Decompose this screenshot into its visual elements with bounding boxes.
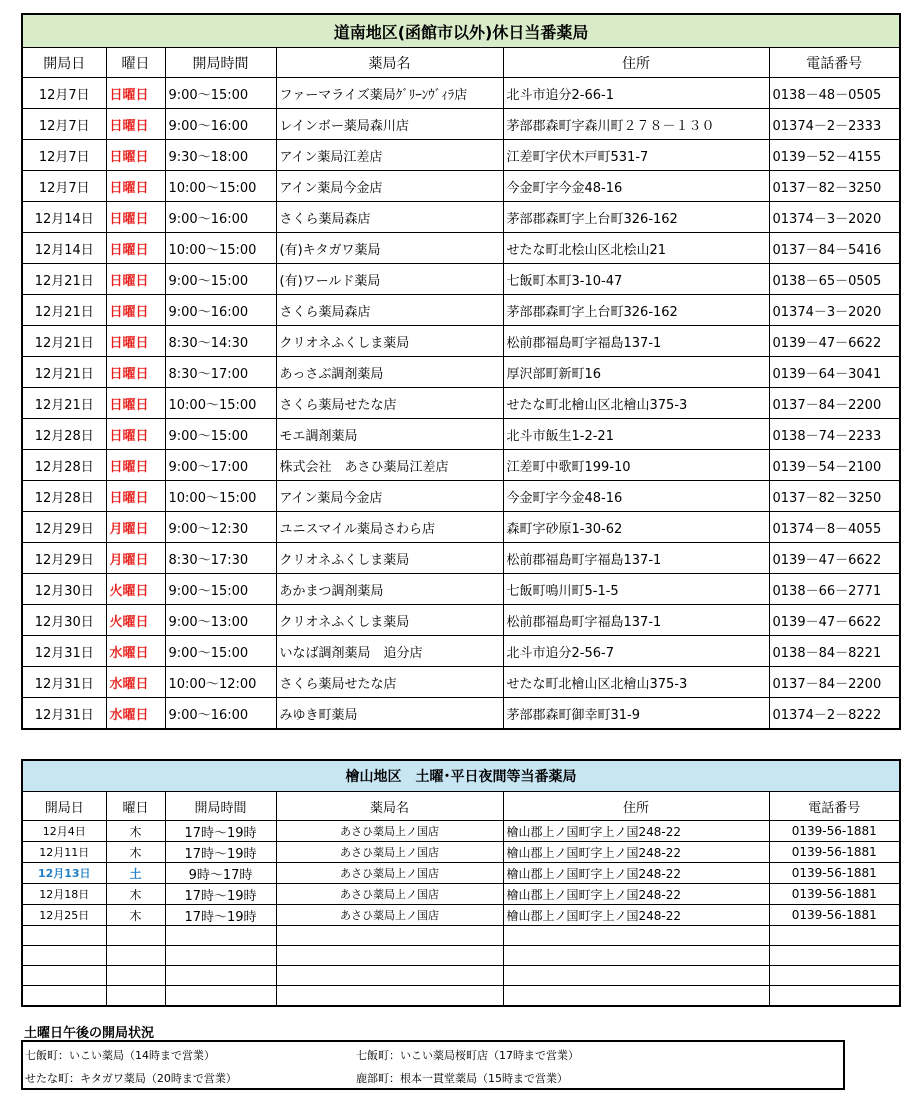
phone-cell: 0138－65－0505 <box>769 264 900 295</box>
empty-cell <box>22 966 106 986</box>
hours-cell: 9:00～15:00 <box>165 264 276 295</box>
empty-cell <box>276 986 503 1007</box>
empty-cell <box>276 946 503 966</box>
header-date: 開局日 <box>22 792 106 821</box>
weekday-cell: 土 <box>106 863 165 884</box>
weekday-cell: 日曜日 <box>106 388 165 419</box>
hours-cell: 9:00～15:00 <box>165 636 276 667</box>
empty-cell <box>106 946 165 966</box>
table-row <box>22 636 900 667</box>
weekday-cell: 日曜日 <box>106 481 165 512</box>
address-cell: せたな町北桧山区北桧山21 <box>503 233 769 264</box>
table-row <box>22 388 900 419</box>
pharmacy-name-cell: レインボー薬局森川店 <box>276 109 503 140</box>
pharmacy-name-cell: あさひ薬局上ノ国店 <box>276 884 503 905</box>
empty-cell <box>22 986 106 1007</box>
address-cell: 茅部郡森町御幸町31-9 <box>503 698 769 730</box>
weekday-cell: 日曜日 <box>106 264 165 295</box>
weekday-cell: 木 <box>106 905 165 926</box>
pharmacy-name-cell: クリオネふくしま薬局 <box>276 326 503 357</box>
hours-cell: 9時～17時 <box>165 863 276 884</box>
hours-cell: 9:00～16:00 <box>165 109 276 140</box>
pharmacy-name-cell: みゆき町薬局 <box>276 698 503 730</box>
hours-cell: 10:00～15:00 <box>165 171 276 202</box>
saturday-item: 七飯町：いこい薬局（14時まで営業） <box>25 1049 215 1062</box>
empty-cell <box>22 946 106 966</box>
phone-cell: 0137－84－5416 <box>769 233 900 264</box>
table-row <box>22 357 900 388</box>
empty-cell <box>769 966 900 986</box>
weekday-cell: 日曜日 <box>106 202 165 233</box>
address-cell: 北斗市追分2-66-1 <box>503 78 769 109</box>
table-row <box>22 667 900 698</box>
pharmacy-name-cell: いなば調剤薬局 追分店 <box>276 636 503 667</box>
date-cell: 12月30日 <box>22 574 106 605</box>
phone-cell: 01374－3－2020 <box>769 202 900 233</box>
hours-cell: 8:30～14:30 <box>165 326 276 357</box>
hours-cell: 9:00～12:30 <box>165 512 276 543</box>
address-cell: 松前郡福島町字福島137-1 <box>503 605 769 636</box>
address-cell: 厚沢部町新町16 <box>503 357 769 388</box>
empty-cell <box>276 926 503 946</box>
empty-cell <box>503 926 769 946</box>
table-row <box>22 605 900 636</box>
pharmacy-name-cell: クリオネふくしま薬局 <box>276 543 503 574</box>
empty-cell <box>165 946 276 966</box>
date-cell: 12月7日 <box>22 171 106 202</box>
date-cell: 12月21日 <box>22 264 106 295</box>
address-cell: 檜山郡上ノ国町字上ノ国248-22 <box>503 821 769 842</box>
table-row <box>22 233 900 264</box>
date-cell: 12月31日 <box>22 636 106 667</box>
weekday-cell: 火曜日 <box>106 605 165 636</box>
hours-cell: 10:00～15:00 <box>165 388 276 419</box>
phone-cell: 0137－84－2200 <box>769 388 900 419</box>
holiday-pharmacy-table <box>21 13 901 730</box>
table-row <box>22 698 900 730</box>
table-row <box>22 419 900 450</box>
table-row <box>22 842 900 863</box>
hours-cell: 17時～19時 <box>165 905 276 926</box>
date-cell: 12月14日 <box>22 233 106 264</box>
phone-cell: 0139－64－3041 <box>769 357 900 388</box>
pharmacy-name-cell: あさひ薬局上ノ国店 <box>276 821 503 842</box>
pharmacy-name-cell: ユニスマイル薬局さわら店 <box>276 512 503 543</box>
empty-cell <box>769 946 900 966</box>
weekday-cell: 日曜日 <box>106 140 165 171</box>
empty-row <box>22 986 900 1007</box>
empty-cell <box>106 966 165 986</box>
table-row <box>22 863 900 884</box>
header-phone: 電話番号 <box>769 48 900 78</box>
address-cell: せたな町北檜山区北檜山375-3 <box>503 667 769 698</box>
pharmacy-name-cell: さくら薬局森店 <box>276 202 503 233</box>
table-row <box>22 264 900 295</box>
date-cell: 12月4日 <box>22 821 106 842</box>
date-cell: 12月13日 <box>22 863 106 884</box>
address-cell: 茅部郡森町字上台町326-162 <box>503 295 769 326</box>
weekday-cell: 日曜日 <box>106 357 165 388</box>
weekday-cell: 日曜日 <box>106 326 165 357</box>
saturday-item: 鹿部町：根本一貫堂薬局（15時まで営業） <box>356 1072 568 1085</box>
weekday-cell: 水曜日 <box>106 698 165 730</box>
table-row <box>22 171 900 202</box>
weekday-cell: 木 <box>106 821 165 842</box>
hours-cell: 9:00～13:00 <box>165 605 276 636</box>
empty-row <box>22 966 900 986</box>
address-cell: 茅部郡森町字上台町326-162 <box>503 202 769 233</box>
phone-cell: 0139-56-1881 <box>769 884 900 905</box>
table-row <box>22 140 900 171</box>
weekday-cell: 木 <box>106 842 165 863</box>
phone-cell: 0139－54－2100 <box>769 450 900 481</box>
address-cell: 松前郡福島町字福島137-1 <box>503 543 769 574</box>
pharmacy-name-cell: (有)キタガワ薬局 <box>276 233 503 264</box>
header-pharmacy: 薬局名 <box>276 48 503 78</box>
phone-cell: 0139－47－6622 <box>769 326 900 357</box>
hours-cell: 9:00～15:00 <box>165 574 276 605</box>
date-cell: 12月29日 <box>22 543 106 574</box>
pharmacy-name-cell: さくら薬局せたな店 <box>276 388 503 419</box>
empty-cell <box>769 986 900 1007</box>
empty-cell <box>503 946 769 966</box>
pharmacy-name-cell: あさひ薬局上ノ国店 <box>276 905 503 926</box>
date-cell: 12月30日 <box>22 605 106 636</box>
phone-cell: 0138－66－2771 <box>769 574 900 605</box>
weekday-cell: 水曜日 <box>106 636 165 667</box>
date-cell: 12月18日 <box>22 884 106 905</box>
header-phone: 電話番号 <box>769 792 900 821</box>
table-row <box>22 326 900 357</box>
hours-cell: 9:00～16:00 <box>165 202 276 233</box>
hours-cell: 17時～19時 <box>165 821 276 842</box>
address-cell: 檜山郡上ノ国町字上ノ国248-22 <box>503 905 769 926</box>
header-pharmacy: 薬局名 <box>276 792 503 821</box>
weekday-cell: 月曜日 <box>106 543 165 574</box>
phone-cell: 01374－8－4055 <box>769 512 900 543</box>
table-row <box>22 78 900 109</box>
phone-cell: 01374－3－2020 <box>769 295 900 326</box>
date-cell: 12月25日 <box>22 905 106 926</box>
table-row <box>22 512 900 543</box>
table-row <box>22 574 900 605</box>
table-row <box>22 821 900 842</box>
weekday-cell: 月曜日 <box>106 512 165 543</box>
pharmacy-name-cell: さくら薬局森店 <box>276 295 503 326</box>
hours-cell: 9:00～16:00 <box>165 698 276 730</box>
header-address: 住所 <box>503 792 769 821</box>
table-row <box>22 450 900 481</box>
address-cell: 今金町字今金48-16 <box>503 481 769 512</box>
hours-cell: 8:30～17:30 <box>165 543 276 574</box>
empty-cell <box>503 966 769 986</box>
phone-cell: 0138－84－8221 <box>769 636 900 667</box>
saturday-item: せたな町：キタガワ薬局（20時まで営業） <box>25 1072 237 1085</box>
weekday-cell: 水曜日 <box>106 667 165 698</box>
address-cell: せたな町北檜山区北檜山375-3 <box>503 388 769 419</box>
pharmacy-name-cell: クリオネふくしま薬局 <box>276 605 503 636</box>
address-cell: 江差町中歌町199-10 <box>503 450 769 481</box>
pharmacy-name-cell: アイン薬局今金店 <box>276 171 503 202</box>
hiyama-night-pharmacy-table <box>21 759 901 1007</box>
date-cell: 12月28日 <box>22 419 106 450</box>
address-cell: 檜山郡上ノ国町字上ノ国248-22 <box>503 842 769 863</box>
weekday-cell: 木 <box>106 884 165 905</box>
empty-cell <box>106 926 165 946</box>
address-cell: 檜山郡上ノ国町字上ノ国248-22 <box>503 884 769 905</box>
empty-cell <box>769 926 900 946</box>
address-cell: 松前郡福島町字福島137-1 <box>503 326 769 357</box>
address-cell: 七飯町鳴川町5-1-5 <box>503 574 769 605</box>
hours-cell: 10:00～12:00 <box>165 667 276 698</box>
saturday-section-title: 土曜日午後の開局状況 <box>24 1026 155 1041</box>
date-cell: 12月31日 <box>22 698 106 730</box>
empty-cell <box>165 986 276 1007</box>
table-row <box>22 884 900 905</box>
phone-cell: 0139-56-1881 <box>769 821 900 842</box>
phone-cell: 0139－47－6622 <box>769 605 900 636</box>
hours-cell: 9:00～15:00 <box>165 78 276 109</box>
saturday-status-box <box>21 1040 845 1090</box>
date-cell: 12月21日 <box>22 295 106 326</box>
date-cell: 12月28日 <box>22 450 106 481</box>
pharmacy-name-cell: あさひ薬局上ノ国店 <box>276 863 503 884</box>
header-weekday: 曜日 <box>106 48 165 78</box>
address-cell: 北斗市飯生1-2-21 <box>503 419 769 450</box>
pharmacy-name-cell: アイン薬局江差店 <box>276 140 503 171</box>
hours-cell: 9:00～17:00 <box>165 450 276 481</box>
empty-cell <box>503 986 769 1007</box>
pharmacy-name-cell: 株式会社 あさひ薬局江差店 <box>276 450 503 481</box>
pharmacy-name-cell: あかまつ調剤薬局 <box>276 574 503 605</box>
table-row <box>22 109 900 140</box>
hours-cell: 17時～19時 <box>165 842 276 863</box>
hours-cell: 9:00～15:00 <box>165 419 276 450</box>
phone-cell: 01374－2－2333 <box>769 109 900 140</box>
hours-cell: 9:00～16:00 <box>165 295 276 326</box>
table-row <box>22 295 900 326</box>
pharmacy-name-cell: モエ調剤薬局 <box>276 419 503 450</box>
phone-cell: 0137－82－3250 <box>769 171 900 202</box>
empty-cell <box>22 926 106 946</box>
weekday-cell: 日曜日 <box>106 109 165 140</box>
address-cell: 茅部郡森町字森川町２７８－１３０ <box>503 109 769 140</box>
pharmacy-name-cell: ファーマライズ薬局ｸﾞﾘｰﾝｳﾞｨﾗ店 <box>276 78 503 109</box>
phone-cell: 0139-56-1881 <box>769 905 900 926</box>
header-weekday: 曜日 <box>106 792 165 821</box>
date-cell: 12月7日 <box>22 140 106 171</box>
phone-cell: 0139-56-1881 <box>769 842 900 863</box>
hours-cell: 10:00～15:00 <box>165 481 276 512</box>
address-cell: 今金町字今金48-16 <box>503 171 769 202</box>
header-address: 住所 <box>503 48 769 78</box>
date-cell: 12月21日 <box>22 326 106 357</box>
phone-cell: 0139－52－4155 <box>769 140 900 171</box>
empty-row <box>22 946 900 966</box>
date-cell: 12月7日 <box>22 78 106 109</box>
phone-cell: 0138－74－2233 <box>769 419 900 450</box>
phone-cell: 01374－2－8222 <box>769 698 900 730</box>
saturday-item: 七飯町：いこい薬局桜町店（17時まで営業） <box>356 1049 579 1062</box>
weekday-cell: 日曜日 <box>106 78 165 109</box>
phone-cell: 0139-56-1881 <box>769 863 900 884</box>
empty-cell <box>106 986 165 1007</box>
date-cell: 12月11日 <box>22 842 106 863</box>
date-cell: 12月7日 <box>22 109 106 140</box>
hours-cell: 10:00～15:00 <box>165 233 276 264</box>
table-row <box>22 905 900 926</box>
table-row <box>22 202 900 233</box>
empty-cell <box>276 966 503 986</box>
hours-cell: 17時～19時 <box>165 884 276 905</box>
weekday-cell: 日曜日 <box>106 450 165 481</box>
header-hours: 開局時間 <box>165 792 276 821</box>
empty-row <box>22 926 900 946</box>
weekday-cell: 日曜日 <box>106 419 165 450</box>
table2-title: 檜山地区 土曜･平日夜間等当番薬局 <box>22 760 900 792</box>
date-cell: 12月14日 <box>22 202 106 233</box>
pharmacy-name-cell: (有)ワールド薬局 <box>276 264 503 295</box>
address-cell: 七飯町本町3-10-47 <box>503 264 769 295</box>
empty-cell <box>165 966 276 986</box>
address-cell: 檜山郡上ノ国町字上ノ国248-22 <box>503 863 769 884</box>
phone-cell: 0138－48－0505 <box>769 78 900 109</box>
phone-cell: 0139－47－6622 <box>769 543 900 574</box>
date-cell: 12月21日 <box>22 357 106 388</box>
table-row <box>22 543 900 574</box>
date-cell: 12月31日 <box>22 667 106 698</box>
address-cell: 江差町字伏木戸町531-7 <box>503 140 769 171</box>
hours-cell: 8:30～17:00 <box>165 357 276 388</box>
hours-cell: 9:30～18:00 <box>165 140 276 171</box>
address-cell: 北斗市追分2-56-7 <box>503 636 769 667</box>
pharmacy-name-cell: あっさぶ調剤薬局 <box>276 357 503 388</box>
date-cell: 12月29日 <box>22 512 106 543</box>
address-cell: 森町字砂原1-30-62 <box>503 512 769 543</box>
phone-cell: 0137－82－3250 <box>769 481 900 512</box>
weekday-cell: 火曜日 <box>106 574 165 605</box>
phone-cell: 0137－84－2200 <box>769 667 900 698</box>
date-cell: 12月28日 <box>22 481 106 512</box>
header-date: 開局日 <box>22 48 106 78</box>
table-row <box>22 481 900 512</box>
pharmacy-name-cell: さくら薬局せたな店 <box>276 667 503 698</box>
pharmacy-name-cell: あさひ薬局上ノ国店 <box>276 842 503 863</box>
weekday-cell: 日曜日 <box>106 233 165 264</box>
header-hours: 開局時間 <box>165 48 276 78</box>
table1-title: 道南地区(函館市以外)休日当番薬局 <box>22 14 900 48</box>
date-cell: 12月21日 <box>22 388 106 419</box>
weekday-cell: 日曜日 <box>106 171 165 202</box>
weekday-cell: 日曜日 <box>106 295 165 326</box>
pharmacy-name-cell: アイン薬局今金店 <box>276 481 503 512</box>
empty-cell <box>165 926 276 946</box>
